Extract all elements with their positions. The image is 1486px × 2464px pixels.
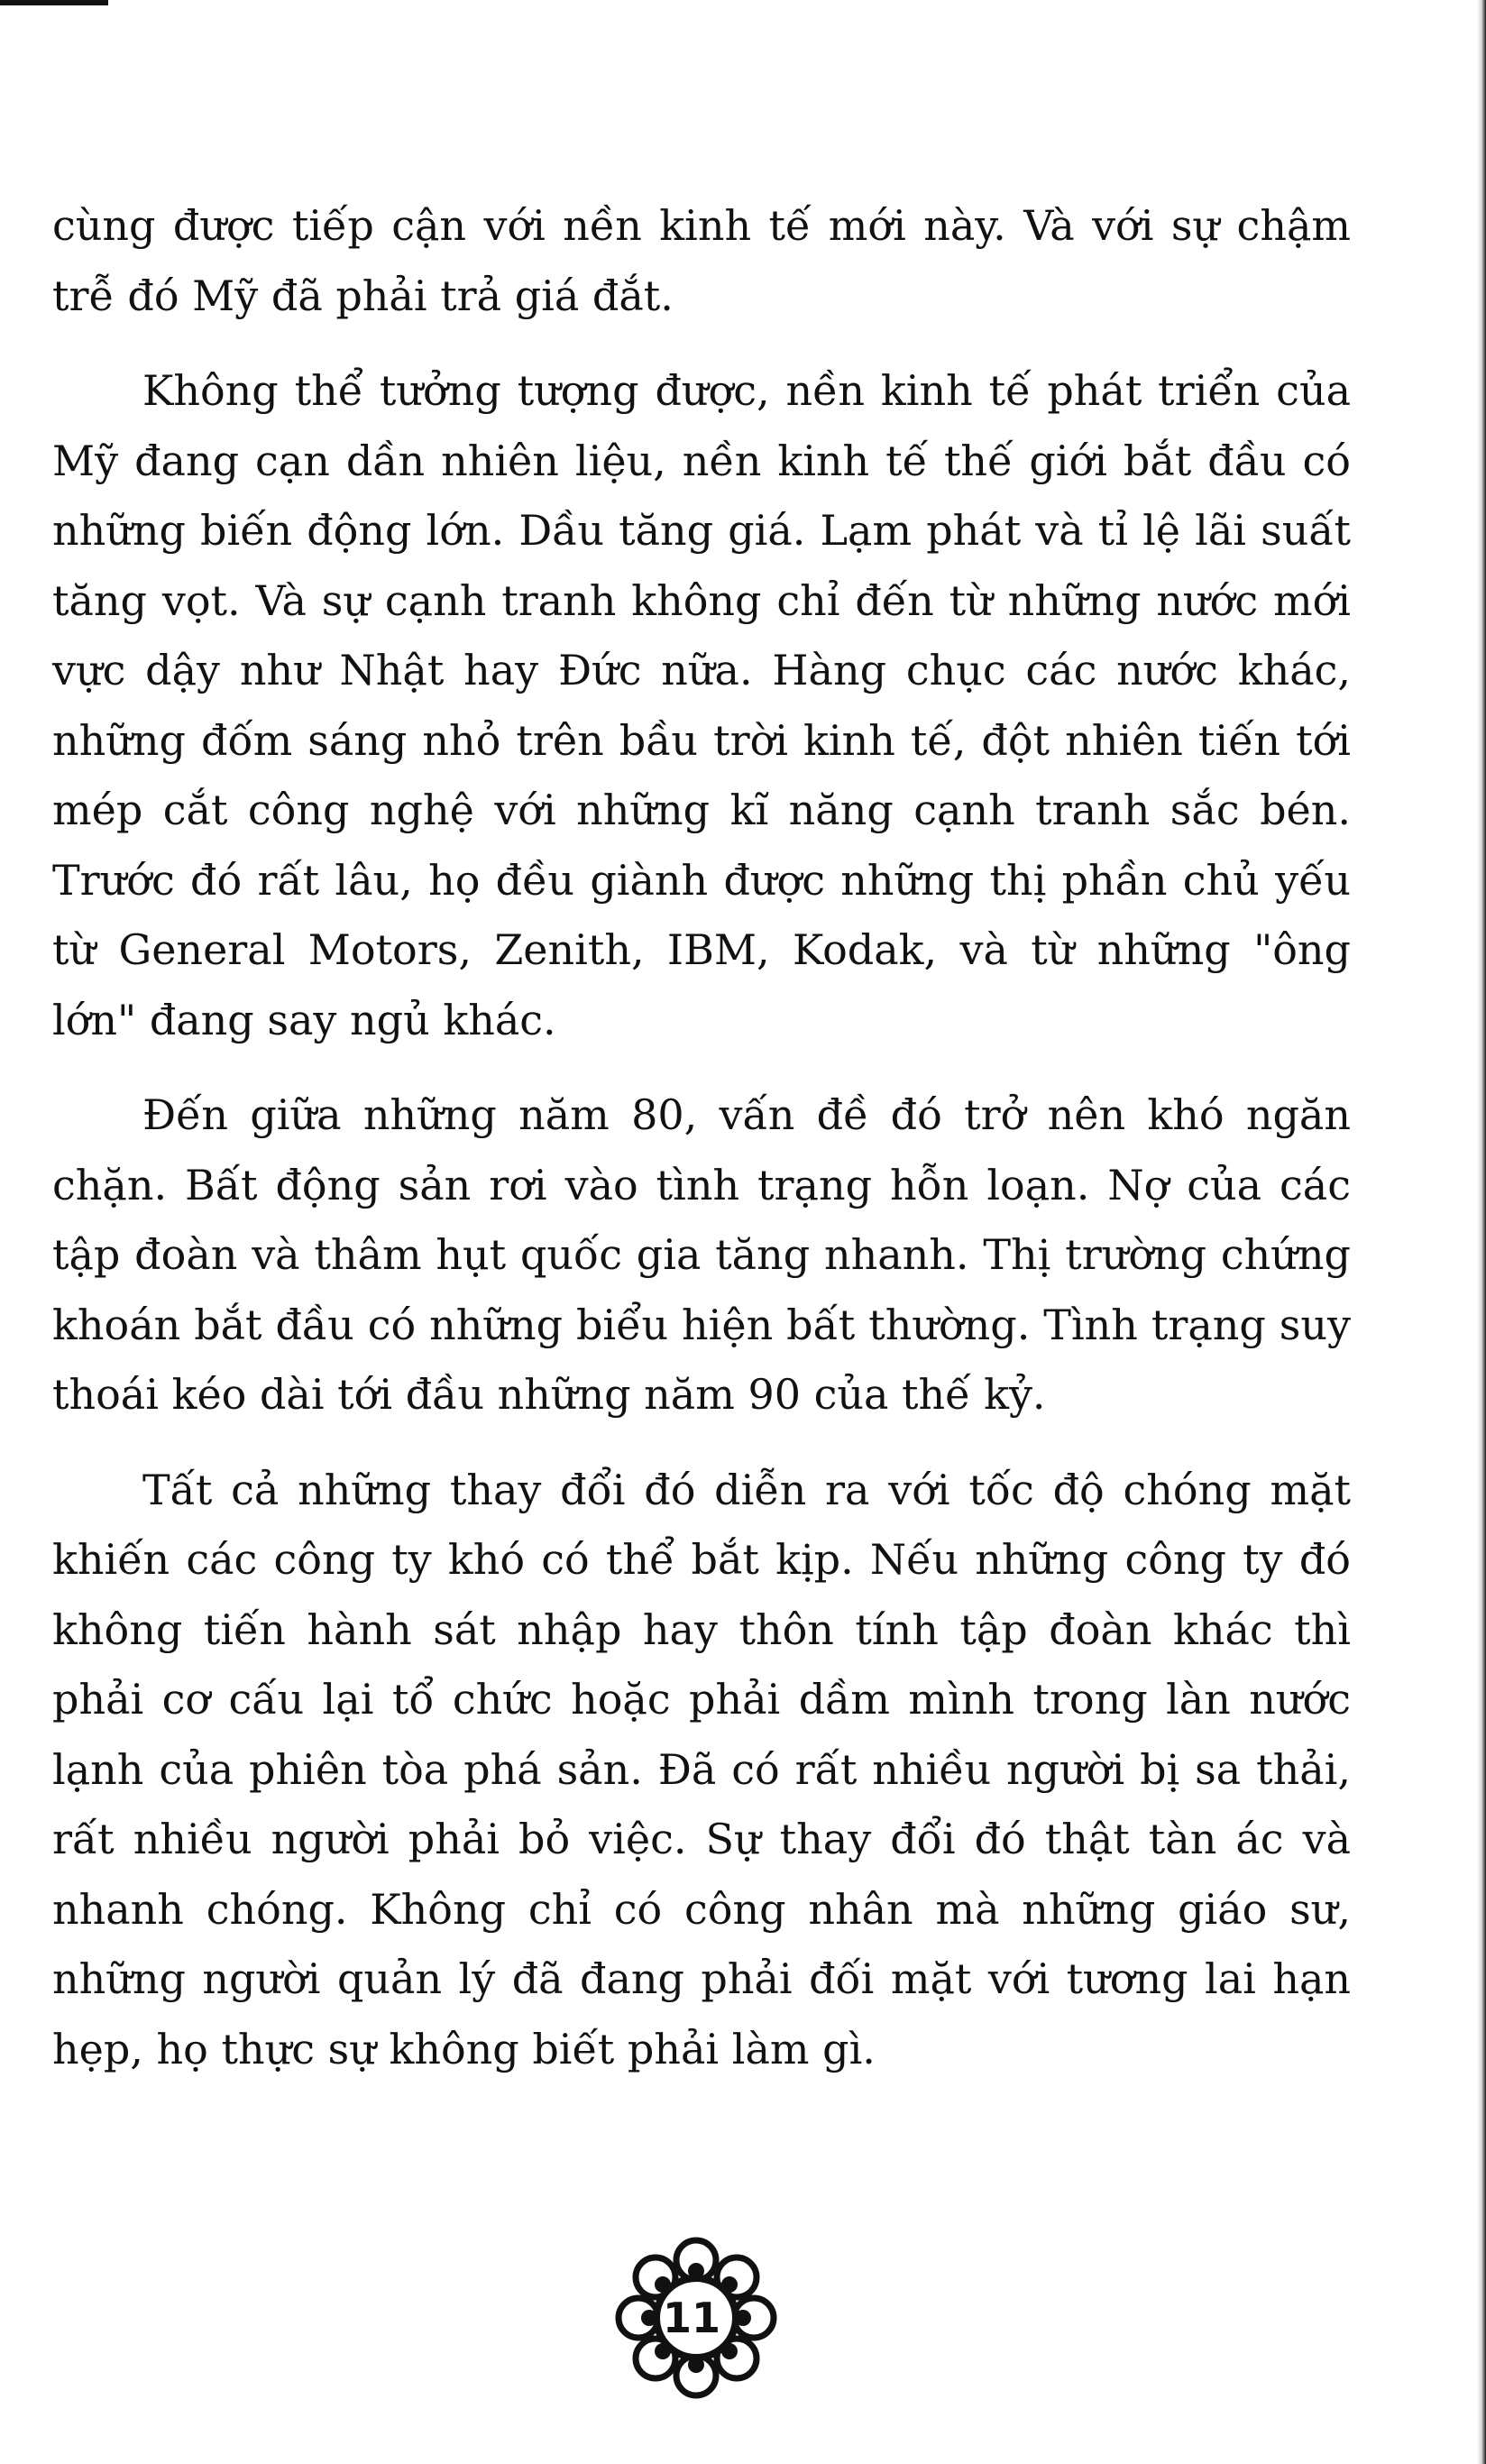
page-number: 11 (662, 2294, 720, 2342)
body-text (52, 191, 1351, 2084)
top-edge-rule (0, 0, 108, 5)
paragraph-continuation: cùng được tiếp cận với nền kinh tế mới này. Và với sự chậm trễ đó Mỹ đã phải trả giá đắt. (52, 201, 1351, 320)
paragraph-changes: Tất cả những thay đổi đó diễn ra với tốc độ chóng mặt khiến các công ty khó có thể bắt kịp. Nếu những công ty đó không tiến hành sát nhập hay thôn tính tập đoàn khác thì phải cơ cấu lại tổ chức hoặc phải dầm mình trong làn nước lạnh của phiên tòa phá sản. Đã có rất nhiều người bị sa thải, rất nhiều người phải bỏ việc. Sự thay đổi đó thật tàn ác và nhanh chóng. Không chỉ có công nhân mà những giáo sư, những người quản lý đã đang phải đối mặt với tương lai hạn hẹp, họ thực sự không biết phải làm gì. (52, 1465, 1351, 2073)
page-right-edge-shadow (1477, 0, 1486, 2464)
paragraph-economy-fuel: Không thể tưởng tượng được, nền kinh tế phát triển của Mỹ đang cạn dần nhiên liệu, nền kinh tế thế giới bắt đầu có những biến động lớn. Dầu tăng giá. Lạm phát và tỉ lệ lãi suất tăng vọt. Và sự cạnh tranh không chỉ đến từ những nước mới vực dậy như Nhật hay Đức nữa. Hàng chục các nước khác, những đốm sáng nhỏ trên bầu trời kinh tế, đột nhiên tiến tới mép cắt công nghệ với những kĩ năng cạnh tranh sắc bén. Trước đó rất lâu, họ đều giành được những thị phần chủ yếu từ General Motors, Zenith, IBM, Kodak, và từ những "ông lớn" đang say ngủ khác. (52, 366, 1351, 1044)
paragraph-mid-80s: Đến giữa những năm 80, vấn đề đó trở nên khó ngăn chặn. Bất động sản rơi vào tình trạng hỗn loạn. Nợ của các tập đoàn và thâm hụt quốc gia tăng nhanh. Thị trường chứng khoán bắt đầu có những biểu hiện bất thường. Tình trạng suy thoái kéo dài tới đầu những năm 90 của thế kỷ. (52, 1090, 1351, 1419)
